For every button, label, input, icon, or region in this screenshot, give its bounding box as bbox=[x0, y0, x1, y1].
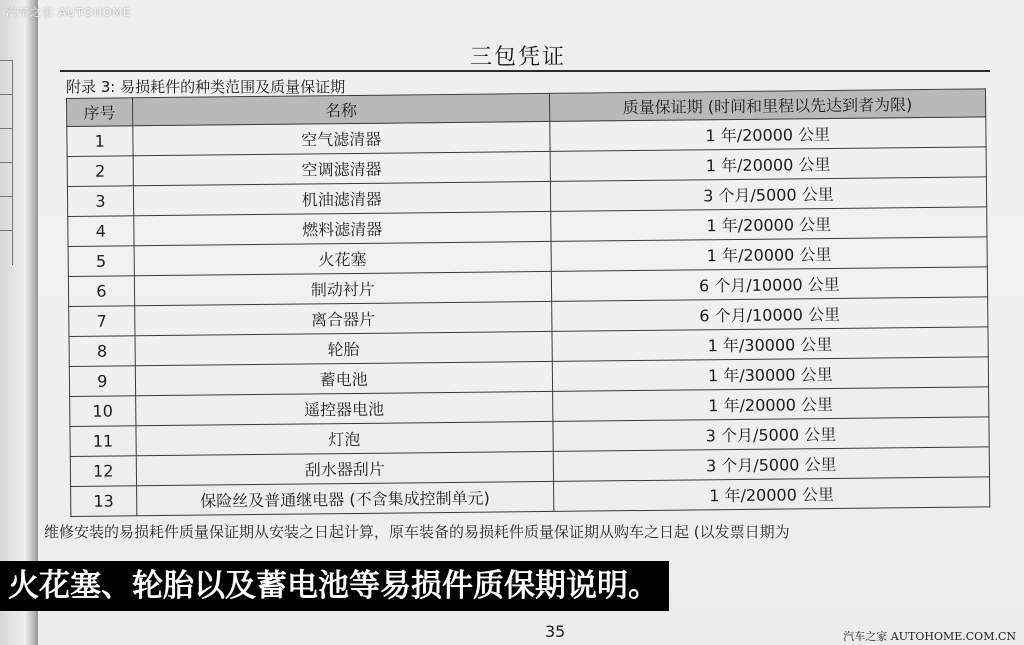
watermark-bottom: 汽车之家 AUTOHOME.COM.CN bbox=[843, 630, 1016, 643]
consumables-table bbox=[66, 88, 990, 517]
appendix-heading: 附录 3: 易损耗件的种类范围及质量保证期 bbox=[66, 78, 346, 96]
cell-period: 1 年/20000 公里 bbox=[551, 207, 987, 242]
cell-period: 1 年/20000 公里 bbox=[550, 147, 986, 182]
cell-period: 6 个月/10000 公里 bbox=[551, 267, 987, 302]
cell-name: 空调滤清器 bbox=[133, 151, 550, 185]
cell-no: 2 bbox=[67, 156, 133, 187]
cell-period: 1 年/30000 公里 bbox=[552, 327, 988, 362]
cell-period: 3 个月/5000 公里 bbox=[553, 417, 989, 452]
cell-no: 13 bbox=[71, 486, 137, 517]
page-edge-mark bbox=[0, 162, 13, 197]
cell-period: 3 个月/5000 公里 bbox=[553, 447, 989, 482]
page-edge-mark bbox=[0, 196, 13, 231]
cell-name: 遥控器电池 bbox=[135, 391, 552, 425]
cell-no: 12 bbox=[70, 456, 136, 487]
cell-name: 轮胎 bbox=[135, 331, 552, 365]
cell-no: 4 bbox=[68, 216, 134, 247]
cell-period: 1 年/20000 公里 bbox=[550, 117, 986, 152]
title-divider bbox=[60, 70, 990, 72]
cell-period: 3 个月/5000 公里 bbox=[550, 177, 986, 212]
cell-name: 制动衬片 bbox=[134, 271, 551, 305]
cell-name: 刮水器刮片 bbox=[136, 451, 553, 485]
cell-no: 3 bbox=[67, 186, 133, 217]
cell-name: 空气滤清器 bbox=[133, 121, 550, 155]
cell-name: 灯泡 bbox=[136, 421, 553, 455]
video-subtitle: 火花塞、轮胎以及蓄电池等易损件质保期说明。 bbox=[0, 561, 669, 611]
cell-no: 8 bbox=[69, 336, 135, 367]
watermark-top: 汽车之家 AUTOHOME bbox=[6, 6, 131, 19]
cell-name: 保险丝及普通继电器 (不含集成控制单元) bbox=[136, 481, 553, 515]
cell-no: 9 bbox=[69, 366, 135, 397]
cell-name: 燃料滤清器 bbox=[134, 211, 551, 245]
page-edge-mark bbox=[0, 230, 13, 265]
cell-period: 1 年/20000 公里 bbox=[551, 237, 987, 272]
cell-name: 火花塞 bbox=[134, 241, 551, 275]
cell-no: 5 bbox=[68, 246, 134, 277]
cell-no: 7 bbox=[69, 306, 135, 337]
header-no: 序号 bbox=[67, 98, 133, 127]
page-number: 35 bbox=[545, 622, 566, 641]
cell-no: 10 bbox=[70, 396, 136, 427]
left-page-edge bbox=[0, 0, 38, 645]
cell-no: 11 bbox=[70, 426, 136, 457]
table-body bbox=[67, 117, 990, 517]
cell-name: 机油滤清器 bbox=[133, 181, 550, 215]
header-period: 质量保证期 (时间和里程以先达到者为限) bbox=[549, 89, 985, 122]
page-edge-mark bbox=[0, 128, 13, 163]
footnote-text: 维修安装的易损耗件质量保证期从安装之日起计算，原车装备的易损耗件质量保证期从购车之日起 (以发票日期为 bbox=[44, 523, 790, 541]
cell-period: 1 年/30000 公里 bbox=[552, 357, 988, 392]
header-name: 名称 bbox=[132, 93, 549, 125]
cell-period: 1 年/20000 公里 bbox=[553, 477, 989, 512]
page-title: 三包凭证 bbox=[470, 45, 567, 70]
page-edge-mark bbox=[0, 60, 13, 95]
cell-period: 6 个月/10000 公里 bbox=[551, 297, 987, 332]
cell-no: 6 bbox=[68, 276, 134, 307]
cell-name: 离合器片 bbox=[134, 301, 551, 335]
cell-period: 1 年/20000 公里 bbox=[552, 387, 988, 422]
cell-no: 1 bbox=[67, 126, 133, 157]
cell-name: 蓄电池 bbox=[135, 361, 552, 395]
page-edge-mark bbox=[0, 94, 13, 129]
